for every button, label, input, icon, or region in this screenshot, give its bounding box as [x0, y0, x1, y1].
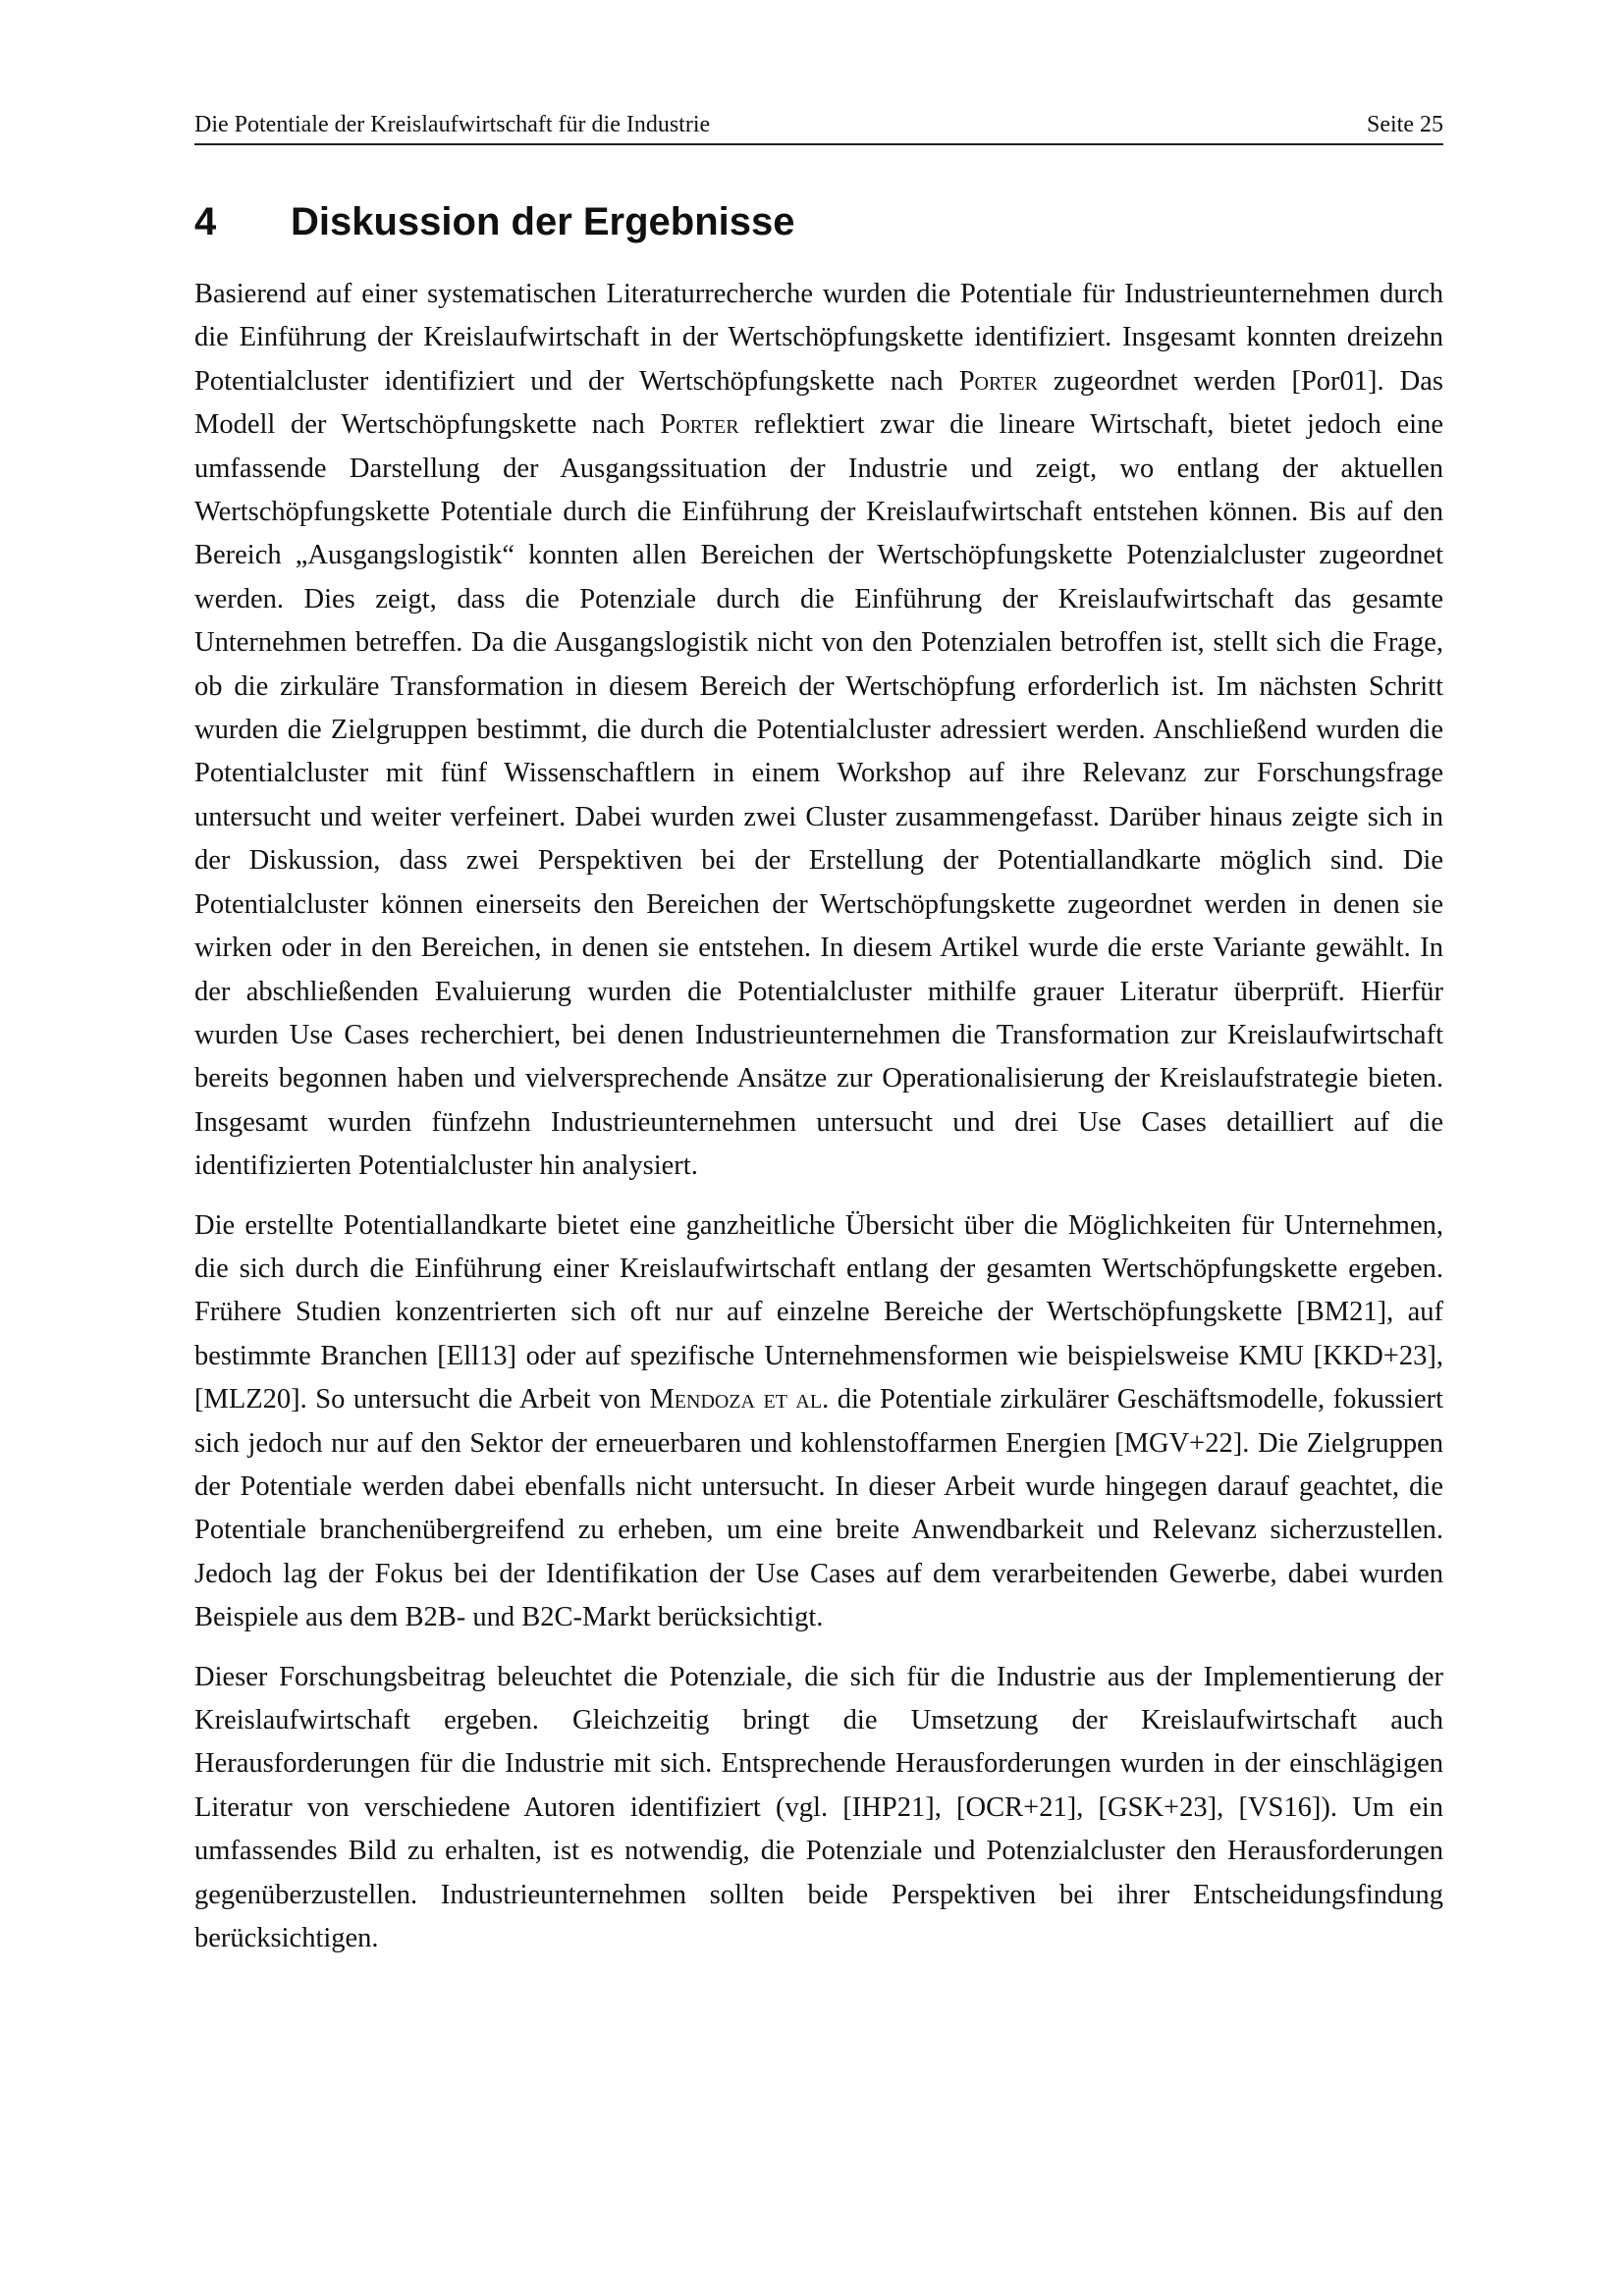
- author-name-porter: Porter: [660, 409, 739, 441]
- body-text: [194, 273, 1443, 1976]
- page-header: [194, 106, 1443, 145]
- section-title: Diskussion der Ergebnisse: [291, 200, 795, 243]
- section-number: 4: [194, 200, 217, 243]
- section-heading: [194, 194, 1443, 249]
- paragraph-text: die Potentiale zirkulärer Geschäftsmodelle, fokussiert sich jedoch nur auf den Sektor der erneuerbaren und kohlenstoffarmen Energien [MGV+22]. Die Zielgruppen der Potentiale werden dabei ebenfalls nicht untersucht. In dieser Arbeit wurde hingegen darauf geachtet, die Potentiale branchenübergreifend zu erheben, um eine breite Anwendbarkeit und Relevanz sicherzustellen. Jedoch lag der Fokus bei der Identifikation der Use Cases auf dem verarbeitenden Gewerbe, dabei wurden Beispiele aus dem B2B- und B2C-Markt berücksichtigt.: [194, 1384, 1443, 1633]
- author-name-porter: Porter: [958, 365, 1038, 397]
- paragraph-related-work: [194, 1204, 1443, 1640]
- paragraph-text: Basierend auf einer systematischen Literaturrecherche wurden die Potentiale für Industrieunternehmen durch die Einführung der Kreislaufwirtschaft in der Wertschöpfungskette identifiziert. Insgesamt konnten dreizehn Potentialcluster identifiziert und der Wertschöpfungskette nach: [194, 279, 1443, 397]
- page-number: Seite 25: [1367, 112, 1443, 137]
- paragraph-outlook: [194, 1656, 1443, 1961]
- paragraph-text: zugeordnet werden [Por01]. Das Modell der Wertschöpfungskette nach: [194, 365, 1443, 441]
- paragraph-method-summary: [194, 273, 1443, 1189]
- paragraph-text: Dieser Forschungsbeitrag beleuchtet die Potenziale, die sich für die Industrie aus der Implementierung der Kreislaufwirtschaft ergeben. Gleichzeitig bringt die Umsetzung der Kreislaufwirtschaft auch Herausforderungen für die Industrie mit sich. Entsprechende Herausforderungen wurden in der einschlägigen Literatur von verschiedene Autoren identifiziert (vgl. [IHP21], [OCR+21], [GSK+23], [VS16]). Um ein umfassendes Bild zu erhalten, ist es notwendig, die Potenziale und Potenzialcluster den Herausforderungen gegenüberzustellen. Industrieunternehmen sollten beide Perspektiven bei ihrer Entscheidungsfindung berücksichtigen.: [194, 1661, 1443, 1954]
- running-title: Die Potentiale der Kreislaufwirtschaft für die Industrie: [194, 112, 711, 137]
- paragraph-text: Die erstellte Potentiallandkarte bietet eine ganzheitliche Übersicht über die Möglichkeiten für Unternehmen, die sich durch die Einführung einer Kreislaufwirtschaft entlang der gesamten Wertschöpfungskette ergeben. Frühere Studien konzentrierten sich oft nur auf einzelne Bereiche der Wertschöpfungskette [BM21], auf bestimmte Branchen [Ell13] oder auf spezifische Unternehmensformen wie beispielsweise KMU [KKD+23], [MLZ20]. So untersucht die Arbeit von: [194, 1209, 1443, 1415]
- author-name-mendoza: Mendoza et al.: [649, 1384, 830, 1415]
- paragraph-text: reflektiert zwar die lineare Wirtschaft, bietet jedoch eine umfassende Darstellung der Ausgangssituation der Industrie und zeigt, wo entlang der aktuellen Wertschöpfungskette Potentiale durch die Einführung der Kreislaufwirtschaft entstehen können. Bis auf den Bereich „Ausgangslogistik“ konnten allen Bereichen der Wertschöpfungskette Potenzialcluster zugeordnet werden. Dies zeigt, dass die Potenziale durch die Einführung der Kreislaufwirtschaft das gesamte Unternehmen betreffen. Da die Ausgangslogistik nicht von den Potenzialen betroffen ist, stellt sich die Frage, ob die zirkuläre Transformation in diesem Bereich der Wertschöpfung erforderlich ist. Im nächsten Schritt wurden die Zielgruppen bestimmt, die durch die Potentialcluster adressiert werden. Anschließend wurden die Potentialcluster mit fünf Wissenschaftlern in einem Workshop auf ihre Relevanz zur Forschungsfrage untersucht und weiter verfeinert. Dabei wurden zwei Cluster zusammengefasst. Darüber hinaus zeigte sich in der Diskussion, dass zwei Perspektiven bei der Erstellung der Potentiallandkarte möglich sind. Die Potentialcluster können einerseits den Bereichen der Wertschöpfungskette zugeordnet werden in denen sie wirken oder in den Bereichen, in denen sie entstehen. In diesem Artikel wurde die erste Variante gewählt. In der abschließenden Evaluierung wurden die Potentialcluster mithilfe grauer Literatur überprüft. Hierfür wurden Use Cases recherchiert, bei denen Industrieunternehmen die Transformation zur Kreislaufwirtschaft bereits begonnen haben und vielversprechende Ansätze zur Operationalisierung der Kreislaufstrategie bieten. Insgesamt wurden fünfzehn Industrieunternehmen untersucht und drei Use Cases detailliert auf die identifizierten Potentialcluster hin analysiert.: [194, 409, 1444, 1182]
